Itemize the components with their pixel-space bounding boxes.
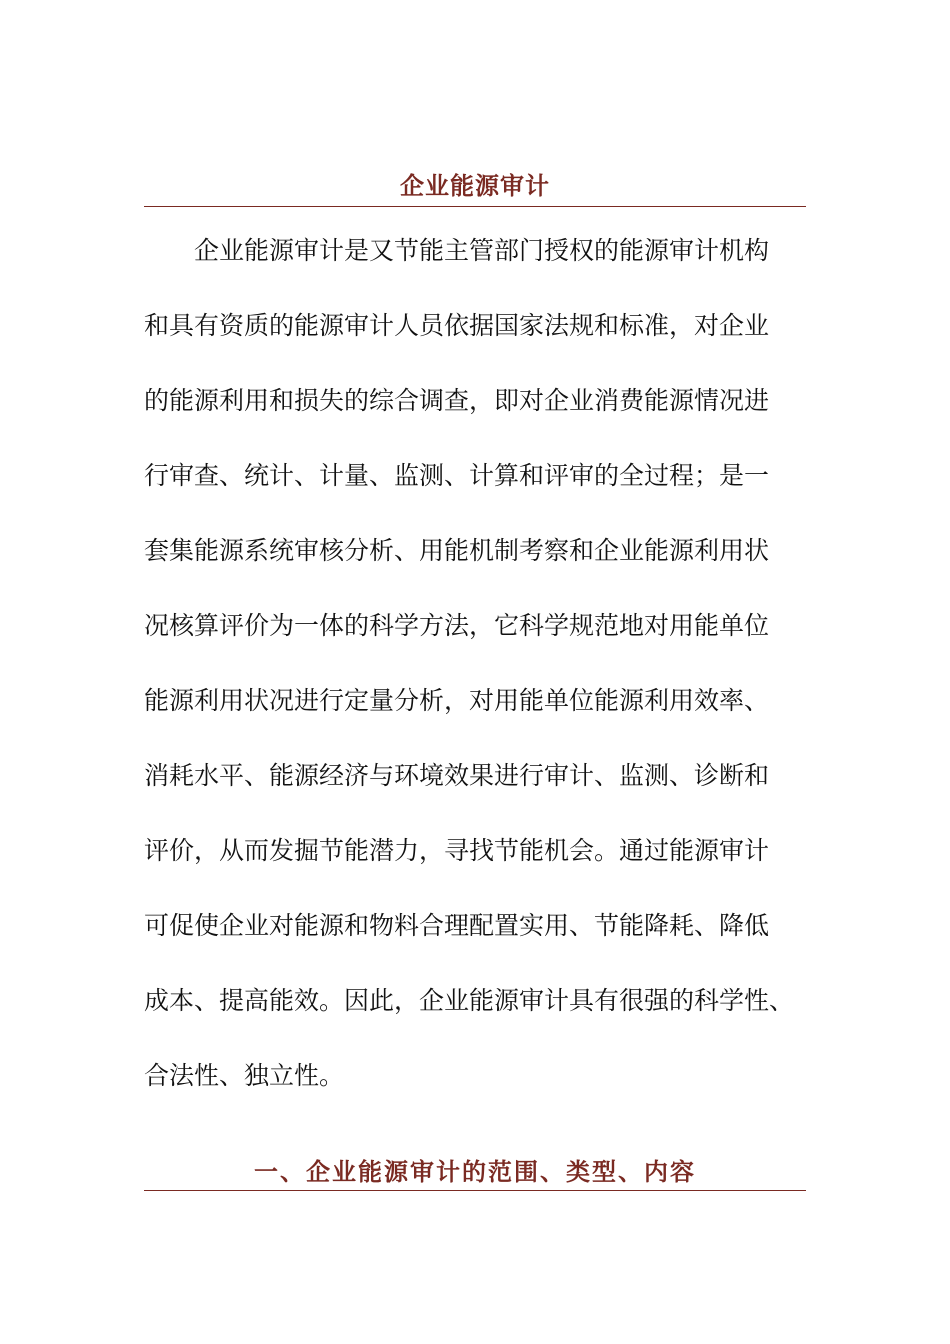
section-heading: 一、企业能源审计的范围、类型、内容 [254, 1158, 696, 1186]
paragraph-line: 和具有资质的能源审计人员依据国家法规和标准，对企业 [144, 311, 770, 340]
paragraph-line: 评价，从而发掘节能潜力，寻找节能机会。通过能源审计 [144, 836, 770, 865]
paragraph-line: 能源利用状况进行定量分析，对用能单位能源利用效率、 [144, 686, 770, 715]
paragraph-line: 成本、提高能效。因此，企业能源审计具有很强的科学性、 [144, 986, 795, 1015]
paragraph-line: 套集能源系统审核分析、用能机制考察和企业能源利用状 [144, 536, 770, 565]
paragraph-line: 行审查、统计、计量、监测、计算和评审的全过程；是一 [144, 461, 770, 490]
document-title: 企业能源审计 [400, 172, 550, 200]
title-underline [144, 206, 806, 207]
paragraph-line: 可促使企业对能源和物料合理配置实用、节能降耗、降低 [144, 911, 770, 940]
section-underline [144, 1190, 806, 1191]
paragraph-line: 合法性、独立性。 [144, 1061, 345, 1090]
paragraph-line: 企业能源审计是又节能主管部门授权的能源审计机构 [194, 236, 770, 265]
paragraph-line: 消耗水平、能源经济与环境效果进行审计、监测、诊断和 [144, 761, 770, 790]
paragraph-line: 况核算评价为一体的科学方法，它科学规范地对用能单位 [144, 611, 770, 640]
paragraph-line: 的能源利用和损失的综合调查，即对企业消费能源情况进 [144, 386, 770, 415]
